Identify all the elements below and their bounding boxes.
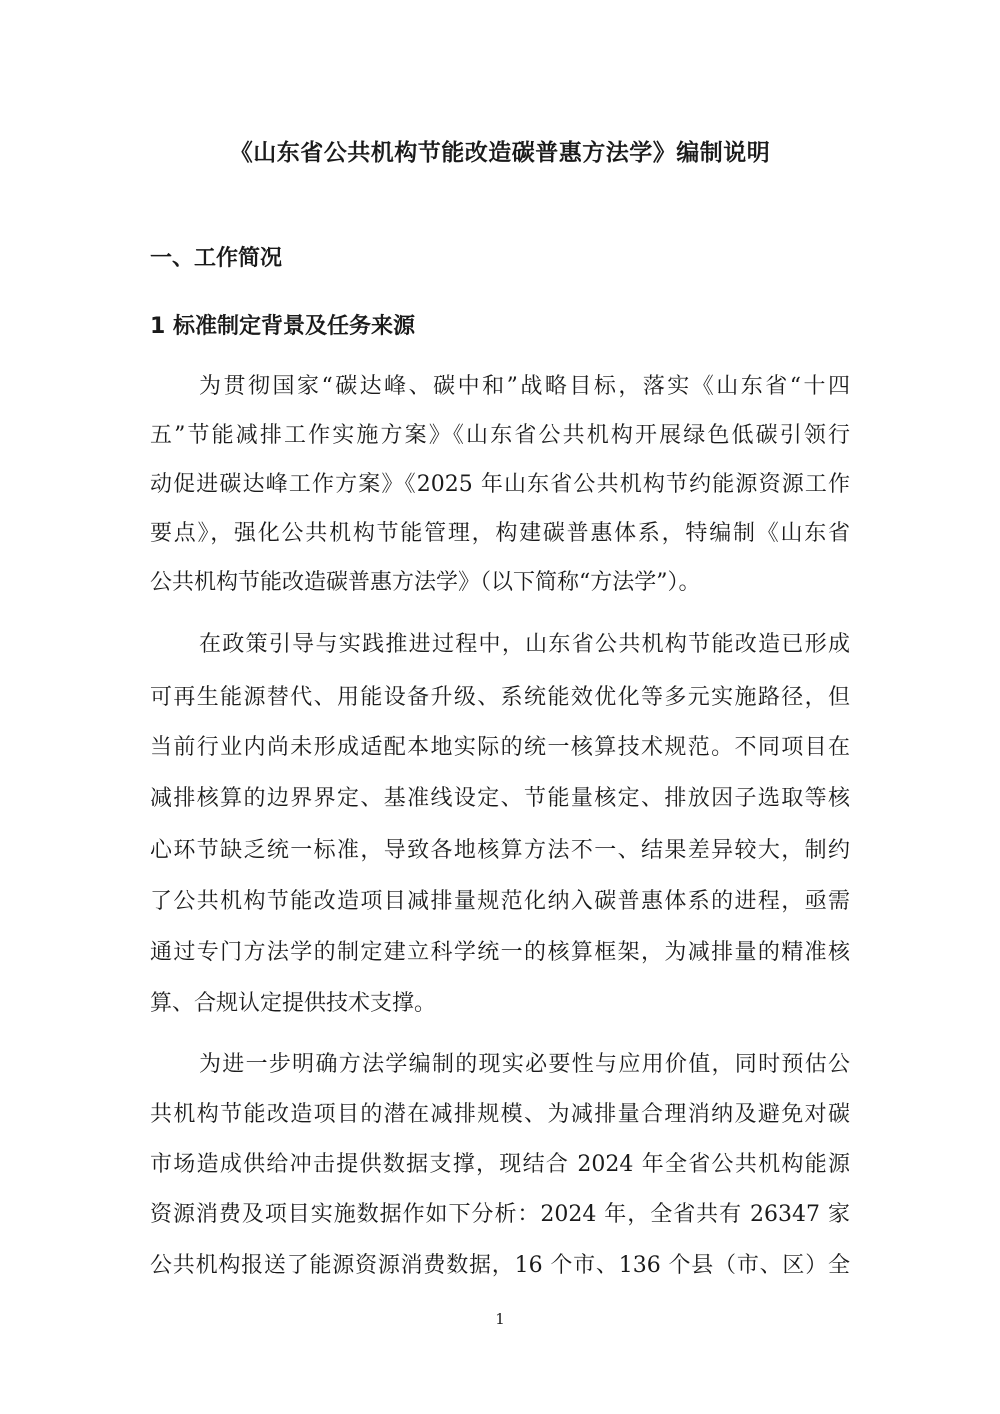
paragraph-line: 要点》，强化公共机构节能管理，构建碳普惠体系，特编制《山东省 — [150, 521, 850, 546]
paragraph-line: 通过专门方法学的制定建立科学统一的核算框架，为减排量的精准核 — [150, 940, 850, 965]
paragraph-line: 了公共机构节能改造项目减排量规范化纳入碳普惠体系的进程，亟需 — [150, 889, 850, 914]
paragraph-line: 算、合规认定提供技术支撑。 — [150, 991, 437, 1016]
subsection-heading: 1 标准制定背景及任务来源 — [150, 314, 415, 339]
paragraph-line: 动促进碳达峰工作方案》《2025 年山东省公共机构节约能源资源工作 — [150, 472, 850, 497]
paragraph-line: 当前行业内尚未形成适配本地实际的统一核算技术规范。不同项目在 — [150, 735, 850, 760]
paragraph-line: 公共机构节能改造碳普惠方法学》（以下简称“方法学”）。 — [150, 570, 701, 595]
paragraph-line: 共机构节能改造项目的潜在减排规模、为减排量合理消纳及避免对碳 — [150, 1102, 850, 1127]
paragraph-line: 市场造成供给冲击提供数据支撑，现结合 2024 年全省公共机构能源 — [150, 1152, 850, 1177]
paragraph-line: 为进一步明确方法学编制的现实必要性与应用价值，同时预估公 — [199, 1052, 850, 1077]
paragraph-line: 减排核算的边界界定、基准线设定、节能量核定、排放因子选取等核 — [150, 786, 850, 811]
paragraph-line: 可再生能源替代、用能设备升级、系统能效优化等多元实施路径，但 — [150, 685, 850, 710]
paragraph-line: 为贯彻国家“碳达峰、碳中和”战略目标，落实《山东省“十四 — [199, 374, 850, 399]
paragraph-line: 五”节能减排工作实施方案》《山东省公共机构开展绿色低碳引领行 — [150, 423, 850, 448]
page-number: 1 — [495, 1310, 505, 1328]
paragraph-line: 在政策引导与实践推进过程中，山东省公共机构节能改造已形成 — [199, 632, 850, 657]
document-title: 《山东省公共机构节能改造碳普惠方法学》编制说明 — [229, 140, 771, 166]
paragraph-line: 公共机构报送了能源资源消费数据，16 个市、136 个县（市、区）全 — [150, 1253, 850, 1278]
paragraph-line: 资源消费及项目实施数据作如下分析：2024 年，全省共有 26347 家 — [150, 1202, 850, 1227]
section-heading: 一、工作简况 — [150, 246, 283, 271]
paragraph-line: 心环节缺乏统一标准，导致各地核算方法不一、结果差异较大，制约 — [150, 838, 850, 863]
